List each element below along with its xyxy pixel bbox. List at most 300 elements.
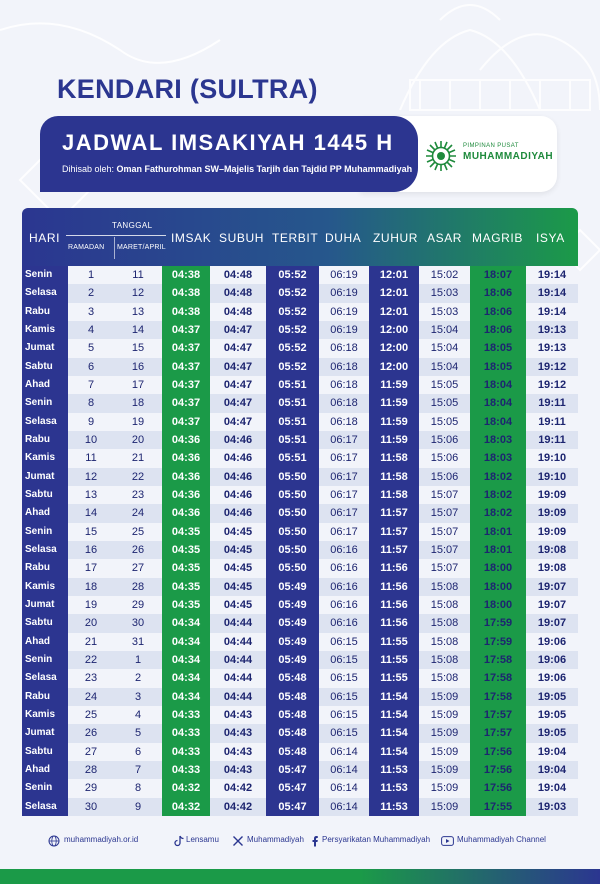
zuhur-time: 11:59 [380, 415, 408, 428]
isya-time: 19:10 [537, 452, 567, 465]
zuhur-time: 11:55 [380, 635, 408, 648]
calendar-day: 16 [131, 360, 145, 373]
asar-time: 15:08 [430, 635, 459, 648]
subuh-time: 04:47 [223, 415, 253, 428]
ramadan-day: 7 [87, 379, 95, 391]
day-name: Sabtu [22, 614, 68, 632]
table-row [22, 449, 578, 467]
ramadan-day: 20 [84, 617, 98, 630]
duha-time: 06:15 [330, 727, 358, 740]
table-row [22, 559, 578, 577]
asar-time: 15:09 [430, 782, 459, 795]
terbit-time: 05:51 [278, 397, 307, 410]
calendar-day: 1 [134, 654, 142, 666]
table-row [22, 376, 578, 394]
zuhur-time: 11:56 [380, 562, 408, 575]
duha-time: 06:17 [330, 470, 358, 483]
asar-time: 15:08 [430, 580, 459, 593]
duha-time: 06:16 [330, 580, 358, 593]
table-row [22, 468, 578, 486]
magrib-time: 18:05 [483, 360, 513, 373]
duha-time: 06:16 [330, 617, 358, 630]
duha-time: 06:16 [330, 599, 358, 611]
table-row [22, 798, 578, 816]
subuh-time: 04:46 [223, 507, 253, 520]
duha-time: 06:17 [330, 489, 358, 501]
zuhur-time: 12:00 [379, 342, 409, 355]
subuh-time: 04:43 [223, 764, 253, 776]
terbit-time: 05:49 [278, 599, 307, 611]
day-name: Selasa [22, 284, 68, 302]
day-name: Jumat [22, 596, 68, 614]
subuh-time: 04:45 [223, 525, 253, 538]
credit-name: Oman Fathurohman SW–Majelis Tarjih dan Tajdid PP Muhammadiyah [116, 164, 413, 174]
magrib-time: 17:57 [483, 727, 513, 740]
subuh-time: 04:44 [223, 617, 253, 630]
magrib-time: 17:56 [483, 745, 513, 758]
ramadan-day: 2 [87, 287, 95, 300]
isya-time: 19:09 [537, 507, 567, 520]
youtube-icon [441, 835, 454, 847]
terbit-time: 05:49 [278, 635, 307, 648]
asar-time: 15:08 [430, 617, 459, 630]
credit-prefix: Dihisab oleh: [62, 164, 115, 174]
calendar-day: 26 [131, 544, 145, 556]
zuhur-time: 11:57 [380, 544, 408, 556]
calendar-day: 6 [134, 745, 142, 758]
imsak-time: 04:37 [171, 379, 201, 391]
day-name: Selasa [22, 669, 68, 687]
duha-time: 06:14 [330, 745, 358, 758]
table-row [22, 688, 578, 706]
calendar-day: 22 [131, 470, 145, 483]
subuh-time: 04:45 [223, 562, 253, 575]
asar-time: 15:05 [430, 397, 459, 410]
terbit-time: 05:50 [278, 470, 307, 483]
asar-time: 15:08 [430, 599, 459, 611]
isya-time: 19:12 [537, 379, 567, 391]
imsak-time: 04:34 [171, 654, 201, 666]
ramadan-day: 25 [84, 709, 98, 721]
duha-time: 06:17 [330, 452, 358, 465]
asar-time: 15:09 [430, 690, 459, 703]
logo-line2: MUHAMMADIYAH [463, 151, 554, 162]
terbit-time: 05:51 [278, 434, 307, 446]
asar-time: 15:07 [430, 507, 459, 520]
imsak-time: 04:35 [171, 562, 201, 575]
table-row [22, 284, 578, 302]
calendar-day: 18 [131, 397, 145, 410]
header-subuh: SUBUH [219, 231, 265, 245]
subuh-time: 04:47 [223, 397, 253, 410]
zuhur-time: 11:55 [380, 654, 408, 666]
day-name: Senin [22, 651, 68, 669]
terbit-time: 05:52 [278, 305, 307, 318]
header-duha: DUHA [325, 231, 362, 245]
subuh-time: 04:47 [223, 360, 253, 373]
credit-line [62, 164, 412, 174]
subuh-time: 04:48 [223, 269, 253, 281]
asar-time: 15:07 [430, 489, 459, 501]
header-subdivider [114, 237, 115, 259]
magrib-time: 17:58 [483, 690, 513, 703]
table-row [22, 743, 578, 761]
table-row [22, 779, 578, 797]
magrib-time: 17:59 [483, 635, 513, 648]
header-asar: ASAR [427, 231, 463, 245]
subuh-time: 04:47 [223, 324, 253, 336]
asar-time: 15:04 [430, 360, 459, 373]
terbit-time: 05:52 [278, 324, 307, 336]
asar-time: 15:09 [430, 727, 459, 740]
duha-time: 06:16 [330, 544, 358, 556]
isya-time: 19:04 [537, 745, 567, 758]
day-name: Senin [22, 266, 68, 284]
table-row [22, 596, 578, 614]
imsak-time: 04:34 [171, 690, 201, 703]
asar-time: 15:06 [430, 470, 459, 483]
calendar-day: 15 [131, 342, 145, 355]
zuhur-time: 11:59 [380, 434, 408, 446]
calendar-day: 11 [132, 269, 144, 281]
subuh-time: 04:44 [223, 635, 253, 648]
day-name: Kamis [22, 578, 68, 596]
asar-time: 15:08 [430, 672, 459, 685]
terbit-time: 05:49 [278, 580, 307, 593]
imsak-time: 04:36 [171, 507, 201, 520]
imsak-time: 04:35 [171, 580, 201, 593]
calendar-day: 13 [131, 305, 145, 318]
duha-time: 06:15 [330, 654, 358, 666]
terbit-time: 05:47 [278, 764, 307, 776]
ramadan-day: 21 [84, 635, 98, 648]
terbit-time: 05:47 [278, 782, 307, 795]
duha-time: 06:15 [330, 709, 358, 721]
imsak-time: 04:34 [171, 617, 201, 630]
asar-time: 15:04 [430, 342, 459, 355]
subuh-time: 04:46 [223, 452, 253, 465]
asar-time: 15:09 [430, 764, 459, 776]
magrib-time: 17:58 [483, 654, 513, 666]
zuhur-time: 11:57 [380, 507, 408, 520]
asar-time: 15:02 [430, 269, 459, 281]
imsak-time: 04:38 [171, 287, 201, 300]
footer-x[interactable]: Muhammadiyah [247, 835, 304, 844]
magrib-time: 17:55 [483, 800, 513, 813]
header-ramadan: RAMADAN [68, 244, 105, 251]
header-terbit: TERBIT [272, 231, 319, 245]
title-card [40, 116, 418, 192]
zuhur-time: 11:56 [380, 580, 408, 593]
isya-time: 19:08 [537, 562, 567, 575]
ramadan-day: 16 [84, 544, 98, 556]
table-row [22, 394, 578, 412]
isya-time: 19:14 [537, 269, 567, 281]
asar-time: 15:06 [430, 452, 459, 465]
subuh-time: 04:43 [223, 727, 253, 740]
muhammadiyah-sun-icon [425, 140, 457, 172]
zuhur-time: 12:01 [379, 305, 409, 318]
terbit-time: 05:50 [278, 525, 307, 538]
calendar-day: 5 [134, 727, 142, 740]
city-title: KENDARI (SULTRA) [57, 74, 318, 104]
isya-time: 19:05 [537, 709, 567, 721]
magrib-time: 17:56 [483, 782, 513, 795]
day-name: Senin [22, 394, 68, 412]
zuhur-time: 11:54 [380, 745, 408, 758]
table-row [22, 486, 578, 504]
table-row [22, 523, 578, 541]
magrib-time: 17:59 [483, 617, 513, 630]
day-name: Ahad [22, 376, 68, 394]
zuhur-time: 11:53 [380, 764, 408, 776]
day-name: Selasa [22, 541, 68, 559]
ramadan-day: 3 [87, 305, 95, 318]
magrib-time: 18:01 [483, 525, 513, 538]
table-row [22, 413, 578, 431]
magrib-time: 18:03 [483, 434, 513, 446]
terbit-time: 05:48 [278, 690, 307, 703]
calendar-day: 21 [131, 452, 145, 465]
duha-time: 06:14 [330, 800, 358, 813]
footer-tiktok[interactable]: Lensamu [186, 835, 219, 844]
facebook-icon [310, 835, 320, 847]
day-name: Sabtu [22, 486, 68, 504]
zuhur-time: 11:58 [380, 452, 408, 465]
day-name: Rabu [22, 431, 68, 449]
asar-time: 15:05 [430, 379, 459, 391]
zuhur-time: 12:00 [379, 324, 409, 336]
imsak-time: 04:36 [171, 434, 201, 446]
isya-time: 19:06 [537, 654, 567, 666]
subuh-time: 04:46 [223, 434, 253, 446]
schedule-title: JADWAL IMSAKIYAH 1445 H [62, 130, 394, 155]
header-isya: ISYA [536, 231, 565, 245]
imsak-time: 04:37 [171, 342, 201, 355]
ramadan-day: 9 [87, 415, 95, 428]
magrib-time: 17:58 [483, 672, 513, 685]
isya-time: 19:07 [537, 599, 567, 611]
asar-time: 15:03 [430, 287, 459, 300]
isya-time: 19:07 [537, 617, 567, 630]
imsak-time: 04:36 [171, 489, 201, 501]
duha-time: 06:15 [330, 690, 358, 703]
day-name: Ahad [22, 761, 68, 779]
calendar-day: 30 [131, 617, 145, 630]
duha-time: 06:19 [330, 305, 358, 318]
magrib-time: 18:06 [483, 305, 513, 318]
calendar-day: 24 [131, 507, 145, 520]
calendar-day: 14 [131, 324, 145, 336]
isya-time: 19:10 [537, 470, 567, 483]
ramadan-day: 18 [84, 580, 98, 593]
zuhur-time: 11:59 [380, 379, 408, 391]
terbit-time: 05:48 [278, 745, 307, 758]
isya-time: 19:06 [537, 672, 567, 685]
calendar-day: 31 [131, 635, 145, 648]
calendar-day: 19 [131, 415, 145, 428]
isya-time: 19:08 [537, 544, 567, 556]
terbit-time: 05:48 [278, 727, 307, 740]
ramadan-day: 11 [85, 452, 97, 465]
duha-time: 06:14 [330, 782, 358, 795]
magrib-time: 18:04 [483, 415, 513, 428]
imsak-time: 04:35 [171, 525, 201, 538]
table-row [22, 303, 578, 321]
table-row [22, 651, 578, 669]
asar-time: 15:07 [430, 525, 459, 538]
table-row [22, 541, 578, 559]
header-maret-april: MARET/APRIL [117, 244, 166, 251]
terbit-time: 05:52 [278, 269, 307, 281]
imsak-time: 04:34 [171, 672, 201, 685]
asar-time: 15:07 [430, 544, 459, 556]
terbit-time: 05:48 [278, 709, 307, 721]
magrib-time: 18:02 [483, 470, 513, 483]
calendar-day: 17 [131, 379, 145, 391]
isya-time: 19:11 [538, 397, 566, 410]
asar-time: 15:05 [430, 415, 459, 428]
zuhur-time: 12:01 [379, 269, 409, 281]
zuhur-time: 11:53 [380, 800, 408, 813]
zuhur-time: 11:57 [380, 525, 408, 538]
subuh-time: 04:42 [223, 800, 253, 813]
ramadan-day: 12 [84, 470, 98, 483]
magrib-time: 18:05 [483, 342, 513, 355]
calendar-day: 9 [134, 800, 142, 813]
imsak-time: 04:37 [171, 324, 201, 336]
imsak-time: 04:32 [171, 800, 201, 813]
calendar-day: 25 [131, 525, 145, 538]
bottom-band [0, 869, 600, 884]
terbit-time: 05:50 [278, 507, 307, 520]
zuhur-time: 12:01 [379, 287, 409, 300]
isya-time: 19:14 [537, 305, 567, 318]
footer-facebook[interactable]: Persyarikatan Muhammadiyah [322, 835, 431, 844]
magrib-time: 18:02 [483, 489, 513, 501]
subuh-time: 04:43 [223, 745, 253, 758]
duha-time: 06:19 [330, 287, 358, 300]
day-name: Kamis [22, 321, 68, 339]
calendar-day: 3 [134, 690, 142, 703]
subuh-time: 04:46 [223, 489, 253, 501]
imsak-time: 04:35 [171, 599, 201, 611]
imsak-time: 04:33 [171, 764, 201, 776]
day-name: Kamis [22, 706, 68, 724]
magrib-time: 18:04 [483, 397, 513, 410]
duha-time: 06:14 [330, 764, 358, 776]
isya-time: 19:09 [537, 489, 567, 501]
asar-time: 15:09 [430, 709, 459, 721]
table-header [22, 208, 578, 266]
terbit-time: 05:52 [278, 360, 307, 373]
ramadan-day: 6 [87, 360, 95, 373]
magrib-time: 18:02 [483, 507, 513, 520]
zuhur-time: 12:00 [379, 360, 409, 373]
imsak-time: 04:38 [171, 305, 201, 318]
imsak-time: 04:32 [171, 782, 201, 795]
isya-time: 19:04 [537, 764, 567, 776]
zuhur-time: 11:59 [380, 397, 408, 410]
table-row [22, 669, 578, 687]
magrib-time: 18:04 [483, 379, 513, 391]
table-row [22, 614, 578, 632]
ramadan-day: 10 [84, 434, 98, 446]
header-zuhur: ZUHUR [373, 231, 418, 245]
header-hari: HARI [29, 231, 61, 245]
table-row [22, 266, 578, 284]
zuhur-time: 11:55 [380, 672, 408, 685]
header-divider [66, 235, 166, 236]
magrib-time: 17:56 [483, 764, 513, 776]
zuhur-time: 11:58 [380, 489, 408, 501]
table-row [22, 358, 578, 376]
isya-time: 19:06 [537, 635, 567, 648]
duha-time: 06:17 [330, 525, 358, 538]
footer [0, 832, 600, 852]
header-tanggal: TANGGAL [112, 221, 153, 230]
subuh-time: 04:48 [223, 305, 253, 318]
x-icon [232, 835, 244, 847]
calendar-day: 29 [131, 599, 145, 611]
ramadan-day: 29 [84, 782, 98, 795]
zuhur-time: 11:54 [380, 709, 408, 721]
ramadan-day: 13 [84, 489, 98, 501]
table-row [22, 706, 578, 724]
footer-website[interactable]: muhammadiyah.or.id [64, 835, 139, 844]
isya-time: 19:11 [538, 415, 566, 428]
duha-time: 06:19 [330, 324, 358, 336]
table-row [22, 633, 578, 651]
asar-time: 15:07 [430, 562, 459, 575]
isya-time: 19:05 [537, 727, 567, 740]
subuh-time: 04:47 [223, 342, 253, 355]
table-row [22, 431, 578, 449]
footer-youtube[interactable]: Muhammadiyah Channel [457, 835, 546, 844]
imsak-time: 04:37 [171, 397, 201, 410]
ramadan-day: 28 [84, 764, 98, 776]
ramadan-day: 19 [84, 599, 98, 611]
terbit-time: 05:50 [278, 489, 307, 501]
imsakiyah-table [22, 208, 578, 816]
day-name: Sabtu [22, 743, 68, 761]
terbit-time: 05:52 [278, 287, 307, 300]
subuh-time: 04:45 [223, 580, 253, 593]
duha-time: 06:18 [330, 360, 358, 373]
zuhur-time: 11:54 [380, 727, 408, 740]
magrib-time: 18:07 [483, 269, 513, 281]
imsak-time: 04:34 [171, 635, 201, 648]
zuhur-time: 11:54 [380, 690, 408, 703]
calendar-day: 4 [134, 709, 142, 721]
ramadan-day: 14 [84, 507, 98, 520]
duha-time: 06:18 [330, 397, 358, 410]
terbit-time: 05:51 [278, 415, 307, 428]
asar-time: 15:03 [430, 305, 459, 318]
calendar-day: 8 [134, 782, 142, 795]
duha-time: 06:18 [330, 342, 358, 355]
zuhur-time: 11:58 [380, 470, 408, 483]
subuh-time: 04:47 [223, 379, 253, 391]
imsak-time: 04:35 [171, 544, 201, 556]
duha-time: 06:16 [330, 562, 358, 575]
magrib-time: 18:06 [483, 287, 513, 300]
table-row [22, 724, 578, 742]
tiktok-icon [173, 835, 185, 847]
magrib-time: 18:00 [483, 580, 513, 593]
subuh-time: 04:45 [223, 544, 253, 556]
duha-time: 06:17 [330, 507, 358, 520]
